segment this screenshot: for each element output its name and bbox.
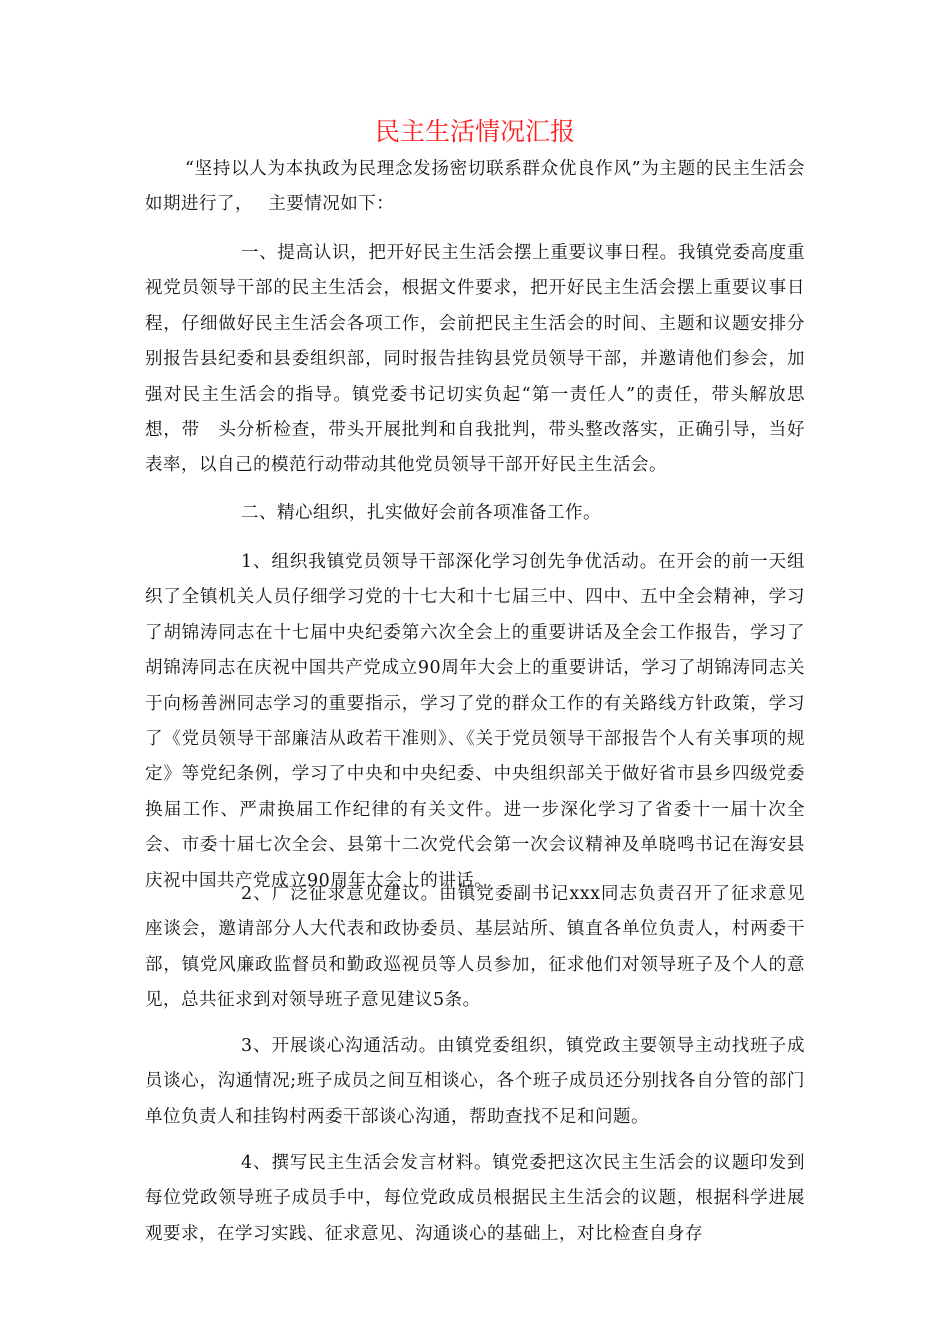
paragraph-item-1: 1、组织我镇党员领导干部深化学习创先争优活动。在开会的前一天组织了全镇机关人员仔细学习党的十七大和十七届三中、四中、五中全会精神，学习了胡锦涛同志在十七届中央纪委第六次全会上的重要讲话及全会工作报告，学习了胡锦涛同志在庆祝中国共产党成立90周年大会上的重要讲话，学习了胡锦涛同志关于向杨善洲同志学习的重要指示，学习了党的群众工作的有关路线方针政策，学习了《党员领导干部廉洁从政若干准则》、《关于党员领导干部报告个人有关事项的规定》等党纪条例，学习了中央和中央纪委、中央组织部关于做好省市县乡四级党委换届工作、严肃换届工作纪律的有关文件。进一步深化学习了省委十一届十次全会、市委十届七次全会、县第十二次党代会第一次会议精神及单晓鸣书记在海安县庆祝中国共产党成立90周年大会上的讲话。 — [145, 552, 805, 891]
paragraph-item-3: 3、开展谈心沟通活动。由镇党委组织，镇党政主要领导主动找班子成员谈心，沟通情况;班子成员之间互相谈心，各个班子成员还分别找各自分管的部门单位负责人和挂钩村两委干部谈心沟通，帮助查找不足和问题。 — [145, 1036, 805, 1127]
paragraph-item-2: 2、广泛征求意见建议。由镇党委副书记xxx同志负责召开了征求意见座谈会，邀请部分人大代表和政协委员、基层站所、镇直各单位负责人，村两委干部，镇党风廉政监督员和勤政巡视员等人员参加，征求他们对领导班子及个人的意见，总共征求到对领导班子意见建议5条。 — [145, 884, 805, 1011]
paragraph-item-4: 4、撰写民主生活会发言材料。镇党委把这次民主生活会的议题印发到每位党政领导班子成员手中，每位党政成员根据民主生活会的议题，根据科学进展观要求，在学习实践、征求意见、沟通谈心的基础上，对比检查自身存 — [145, 1153, 805, 1244]
paragraph-section-2-heading: 二、精心组织，扎实做好会前各项准备工作。 — [241, 503, 601, 523]
paragraph-section-1: 一、提高认识，把开好民主生活会摆上重要议事日程。我镇党委高度重视党员领导干部的民主生活会，根据文件要求，把开好民主生活会摆上重要议事日程，仔细做好民主生活会各项工作，会前把民主生活会的时间、主题和议题安排分别报告县纪委和县委组织部，同时报告挂钩县党员领导干部，并邀请他们参会，加强对民主生活会的指导。镇党委书记切实负起“第一责任人”的责任，带头解放思想，带 头分析检查，带头开展批判和自我批判，带头整改落实，正确引导，当好表率，以自己的模范行动带动其他党员领导干部开好民主生活会。 — [145, 243, 805, 476]
document-title: 民主生活情况汇报 — [374, 117, 575, 146]
paragraph-intro: “坚持以人为本执政为民理念发扬密切联系群众优良作风”为主题的民主生活会如期进行了， 主要情况如下： — [145, 159, 805, 215]
